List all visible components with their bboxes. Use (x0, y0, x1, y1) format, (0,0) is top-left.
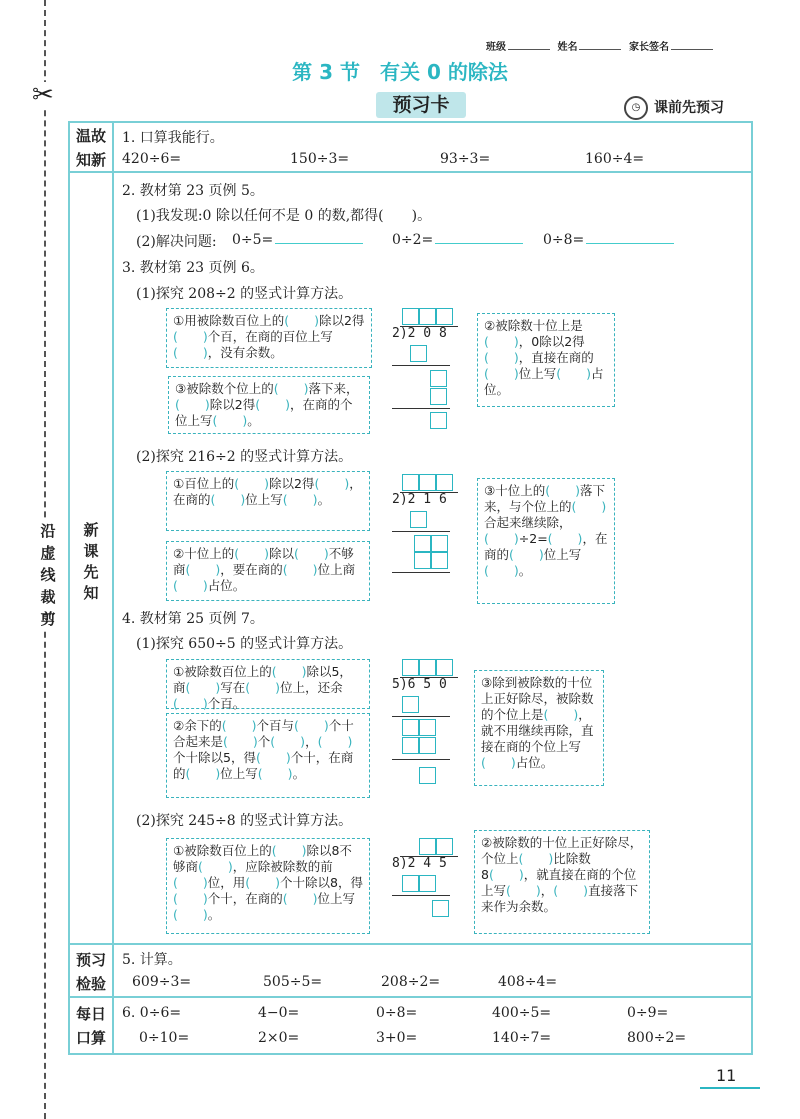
q6-item[interactable]: 800÷2= (627, 1030, 687, 1046)
q5-item[interactable]: 408÷4= (498, 974, 558, 990)
q5-item[interactable]: 609÷3= (132, 974, 192, 990)
q3-step-b-box[interactable]: ②十位上的( )除以( )不够商( )，要在商的( )位上商( )占位。 (166, 541, 370, 601)
q6-item[interactable]: 6. 0÷6= (122, 1005, 182, 1021)
q1-item[interactable]: 160÷4= (585, 151, 645, 167)
q6-item[interactable]: 3+0= (376, 1030, 418, 1046)
preview-check-label: 预习 检验 (75, 951, 106, 993)
long-division-208-by-2: 2)2 0 8 (392, 308, 462, 438)
q2-item[interactable]: 0÷5= (232, 231, 363, 248)
clock-icon: ◷ (624, 96, 648, 120)
q6-item[interactable]: 4−0= (258, 1005, 300, 1021)
preview-label (624, 96, 724, 120)
label-column-divider (112, 121, 114, 1053)
q3-step2-box[interactable]: ②被除数十位上是( )，0除以2得( )，直接在商的( )位上写( )占位。 (477, 313, 615, 407)
q5-title: 5. 计算。 (122, 952, 182, 968)
class-field[interactable] (508, 49, 550, 50)
q4-step-a-box[interactable]: ①被除数百位上的( )除以8不够商( )，应除被除数的前( )位，用( )个十除以8，得( )个十，在商的( )位上写( )。 (166, 838, 370, 934)
page-number-bar (700, 1087, 760, 1089)
q6-item[interactable]: 400÷5= (492, 1005, 552, 1021)
q4-sub1: (1)探究 650÷5 的竖式计算方法。 (136, 636, 353, 652)
q4-sub2: (2)探究 245÷8 的竖式计算方法。 (136, 813, 353, 829)
card-title: 预习卡 (376, 92, 466, 118)
section-title: 第 3 节 有关 0 的除法 (292, 60, 508, 84)
q6-item[interactable]: 140÷7= (492, 1030, 552, 1046)
parent-signature-field[interactable] (671, 49, 713, 50)
q4-title: 4. 教材第 25 页例 7。 (122, 611, 264, 627)
q6-item[interactable]: 2×0= (258, 1030, 300, 1046)
parent-signature-label: 家长签名 (628, 42, 669, 53)
q3-step3-box[interactable]: ③被除数个位上的( )落下来，( )除以2得( )，在商的个位上写( )。 (168, 376, 370, 434)
row-divider (68, 996, 751, 998)
q1-title: 1. 口算我能行。 (122, 130, 224, 146)
q4-step3-box[interactable]: ③除到被除数的十位上正好除尽，被除数的个位上是( )，就不用继续再除，直接在商的个位上写( )占位。 (474, 670, 604, 786)
q4-step2-box[interactable]: ②余下的( )个百与( )个十合起来是( )个( )，( )个十除以5，得( )个十，在商的( )位上写( )。 (166, 713, 370, 798)
daily-mental-math-label: 每日 口算 (75, 1005, 106, 1047)
q2-title: 2. 教材第 23 页例 5。 (122, 183, 264, 199)
q3-sub2: (2)探究 216÷2 的竖式计算方法。 (136, 449, 353, 465)
q5-item[interactable]: 208÷2= (381, 974, 441, 990)
row-divider (68, 171, 751, 173)
q3-sub1: (1)探究 208÷2 的竖式计算方法。 (136, 286, 353, 302)
name-label: 姓名 (557, 42, 578, 53)
row-divider (68, 943, 751, 945)
long-division-650-by-5: 5)6 5 0 (392, 659, 462, 799)
q4-step1-box[interactable]: ①被除数百位上的( )除以5，商( )写在( )位上，还余( )个百。 (166, 659, 370, 709)
scissors-icon: ✂ (32, 80, 54, 110)
q3-step-a-box[interactable]: ①百位上的( )除以2得( )，在商的( )位上写( )。 (166, 471, 370, 531)
long-division-245-by-8: 8)2 4 5 (392, 838, 462, 928)
review-label: 温故 知新 (75, 127, 106, 169)
q5-item[interactable]: 505÷5= (263, 974, 323, 990)
name-field[interactable] (579, 49, 621, 50)
long-division-216-by-2: 2)2 1 6 (392, 474, 462, 604)
q2-finding[interactable]: (1)我发现:0 除以任何不是 0 的数,都得( )。 (136, 208, 432, 224)
page-number: 11 (716, 1066, 737, 1085)
q6-item[interactable]: 0÷10= (139, 1030, 190, 1046)
q3-title: 3. 教材第 23 页例 6。 (122, 260, 264, 276)
class-label: 班级 (486, 42, 506, 53)
header-info (486, 38, 717, 53)
q3-step1-box[interactable]: ①用被除数百位上的( )除以2得( )个百，在商的百位上写( )，没有余数。 (166, 308, 372, 368)
q1-item[interactable]: 420÷6= (122, 151, 182, 167)
q4-step-b-box[interactable]: ②被除数的十位上正好除尽，个位上( )比除数8( )，就直接在商的个位上写( )，( )直接落下来作为余数。 (474, 830, 650, 934)
preview-text: 课前先预习 (654, 100, 724, 116)
q2-item[interactable]: 0÷8= (543, 231, 674, 248)
q1-item[interactable]: 93÷3= (440, 151, 491, 167)
cut-instruction: 沿虚线裁剪 (37, 520, 59, 630)
q6-item[interactable]: 0÷9= (627, 1005, 669, 1021)
q3-step-c-box[interactable]: ③十位上的( )落下来，与个位上的( )合起来继续除，( )÷2=( )，在商的( )位上写( )。 (477, 478, 615, 604)
q2-solve-label: (2)解决问题: (136, 234, 217, 250)
q1-item[interactable]: 150÷3= (290, 151, 350, 167)
new-lesson-label: 新课先知 (83, 521, 99, 602)
q2-item[interactable]: 0÷2= (392, 231, 523, 248)
q6-item[interactable]: 0÷8= (376, 1005, 418, 1021)
